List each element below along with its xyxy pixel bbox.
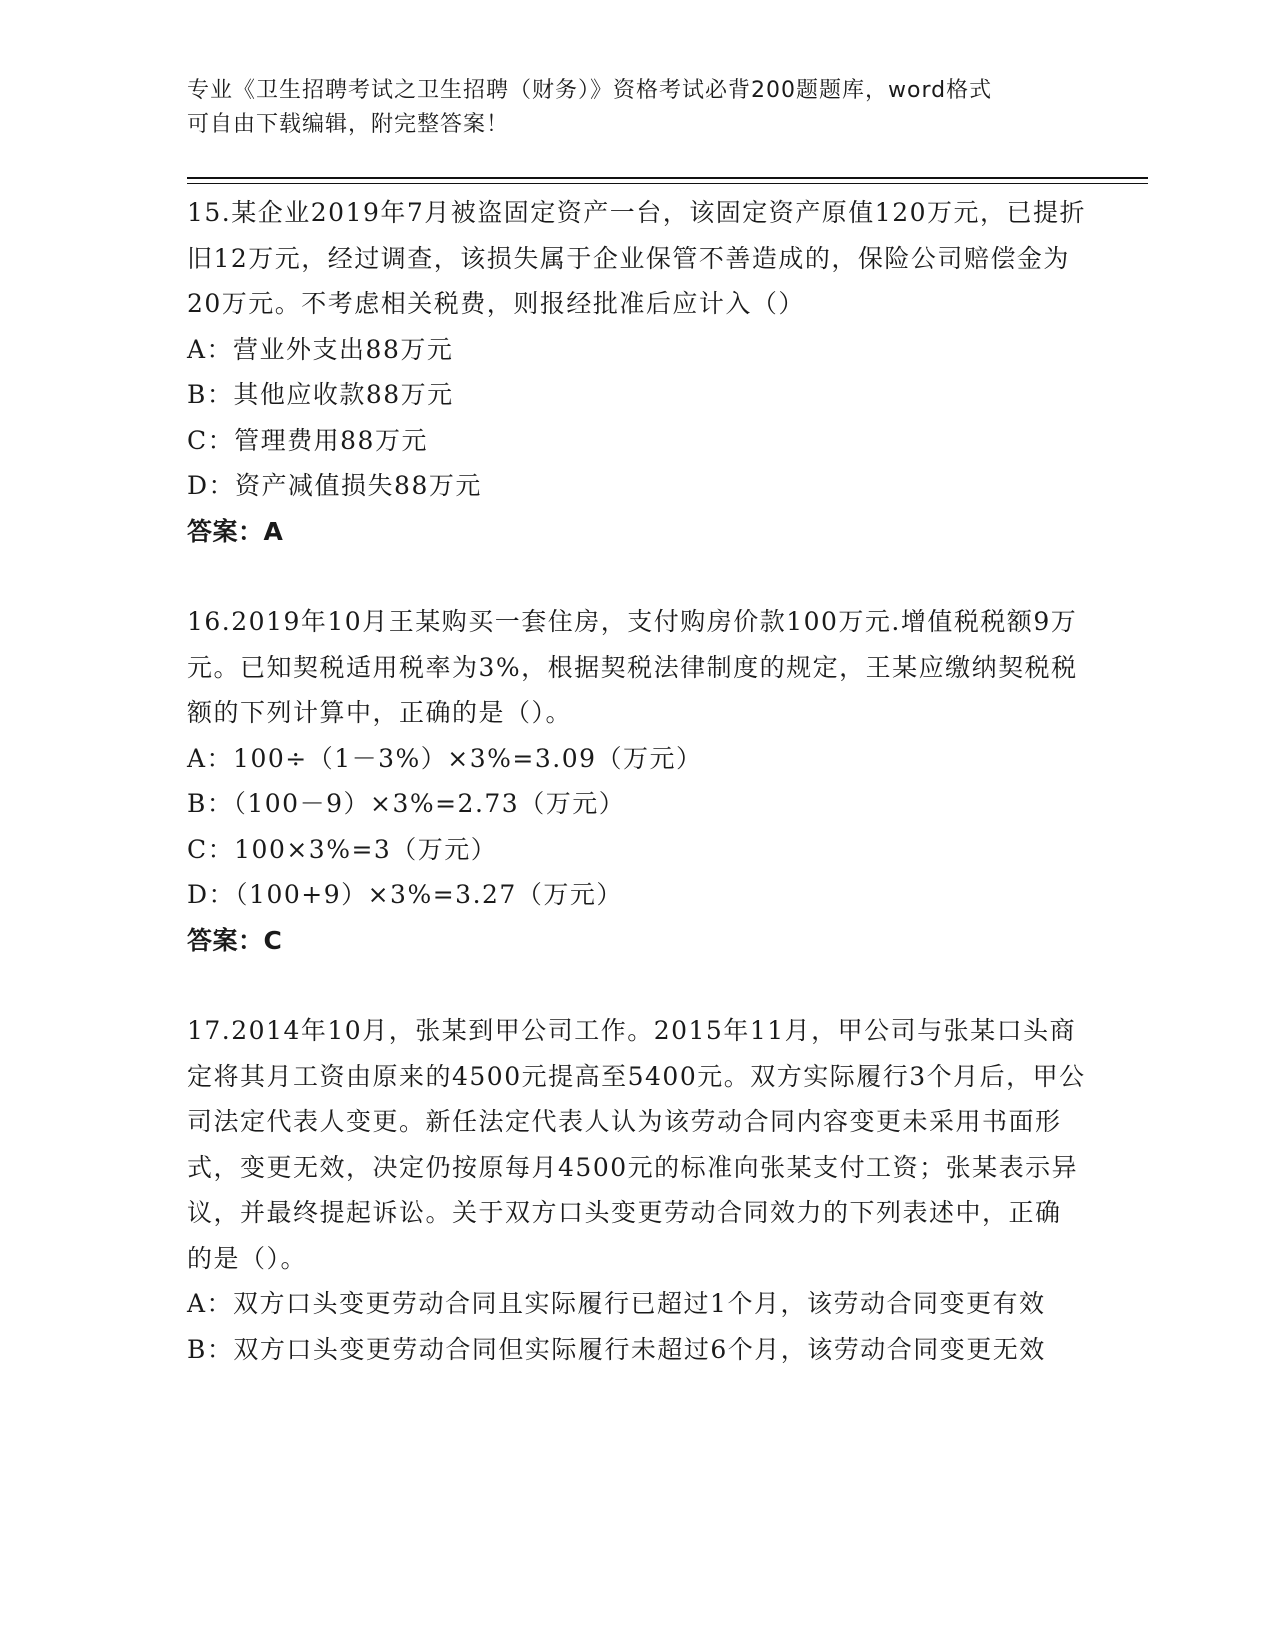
question-stem: 16.2019年10月王某购买一套住房，支付购房价款100万元.增值税税额9万元。已知契税适用税率为3%，根据契税法律制度的规定，王某应缴纳契税税额的下列计算中，正确的是（）。 [187, 607, 1078, 727]
answer-label: 答案：C [187, 925, 283, 955]
question-16 [187, 599, 1087, 963]
option-b: B：（100－9）×3%=2.73（万元） [187, 789, 626, 818]
question-spacer [187, 554, 1087, 599]
option-d: D：资产减值损失88万元 [187, 471, 482, 500]
option-c: C：管理费用88万元 [187, 425, 428, 455]
question-list [187, 190, 1087, 1372]
document-header [187, 74, 1067, 142]
option-b: B：双方口头变更劳动合同但实际履行未超过6个月，该劳动合同变更无效 [187, 1334, 1046, 1364]
header-rule-thin [187, 183, 1148, 184]
option-a: A：营业外支出88万元 [187, 334, 454, 364]
option-d: D：（100+9）×3%=3.27（万元） [187, 880, 623, 909]
option-a: A：100÷（1－3%）×3%=3.09（万元） [187, 743, 703, 773]
answer-label: 答案：A [187, 516, 284, 546]
header-rule-thick [187, 177, 1148, 179]
header-title-line-2: 可自由下载编辑，附完整答案！ [187, 112, 510, 137]
question-15 [187, 190, 1087, 554]
question-spacer [187, 963, 1087, 1008]
question-stem: 17.2014年10月，张某到甲公司工作。2015年11月，甲公司与张某口头商定将其月工资由原来的4500元提高至5400元。双方实际履行3个月后，甲公司法定代表人变更。新任法定代表人认为该劳动合同内容变更未采用书面形式，变更无效，决定仍按原每月4500元的标准向张某支付工资；张某表示异议，并最终提起诉讼。关于双方口头变更劳动合同效力的下列表述中，正确的是（）。 [187, 1016, 1086, 1273]
question-stem: 15.某企业2019年7月被盗固定资产一台，该固定资产原值120万元，已提折旧12万元，经过调查，该损失属于企业保管不善造成的，保险公司赔偿金为20万元。不考虑相关税费，则报经批准后应计入（） [187, 198, 1087, 318]
question-17 [187, 1008, 1087, 1372]
option-b: B：其他应收款88万元 [187, 380, 454, 409]
option-a: A：双方口头变更劳动合同且实际履行已超过1个月，该劳动合同变更有效 [187, 1289, 1046, 1318]
option-c: C：100×3%=3（万元） [187, 834, 498, 864]
header-title-line-1: 专业《卫生招聘考试之卫生招聘（财务）》资格考试必背200题题库，word格式 [187, 78, 993, 103]
